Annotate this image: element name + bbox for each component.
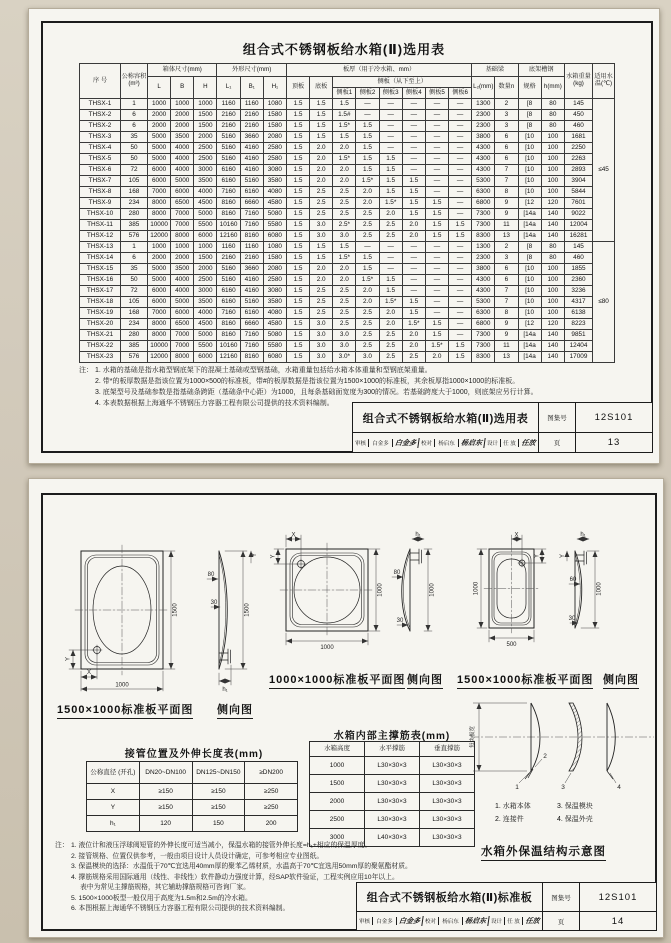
- atlas-no-label: 图集号: [538, 402, 576, 433]
- table-row: THSX-11 385 10000 7000 5500 10160 7160 5580 1.5 3.0 2.5* 2.5 2.5 2.0 1.5 1.5 7300 11 [14a 140 12004: [80, 220, 615, 231]
- table-row: THSX-7 105 6000 5000 3500 6160 5160 3580 1.5 2.0 2.0 1.5* 1.5 1.5 — — 5300 7 [10 100 3904: [80, 176, 615, 187]
- outer-shell-plate: [607, 703, 615, 779]
- svg-text:1500: 1500: [244, 603, 251, 617]
- table-row: Y ≥150 ≥150 ≥250: [87, 800, 298, 816]
- col-header-guige: 规格: [518, 77, 541, 99]
- plan-1000x1000: [271, 533, 384, 652]
- designer-label: 设计: [485, 439, 501, 447]
- col-header-ceban4: 侧板4: [402, 88, 425, 99]
- table-row: THSX-5 50 5000 4000 2500 5160 4160 2580 1.5 2.0 1.5* 1.5 1.5 — — — 4300 6 [10 100 2263: [80, 154, 615, 165]
- selection-table-head: [80, 64, 615, 99]
- svg-text:30: 30: [568, 616, 576, 622]
- note-line: 2. 带*的板厚数据是指该位置为1000×500的标准板，带#的板厚数据是指该位置为1500×1000的标准板，其余板厚指1000×1000的标准板。: [95, 378, 520, 385]
- title-block-title: 组合式不锈钢板给水箱(Ⅱ)选用表: [352, 402, 539, 433]
- caption-left-plan: 1500×1000标准板平面图: [57, 701, 193, 719]
- insulation-caption: 水箱外保温结构示意图: [481, 843, 606, 861]
- pipe-hole-icon: [92, 645, 102, 655]
- checker-name: 杨启东: [435, 439, 459, 447]
- svg-text:X: X: [86, 670, 92, 676]
- col-header-H1: H₁: [263, 77, 286, 99]
- table-row: THSX-1 1 1000 1000 1000 1160 1160 1080 1.5 1.5 1.5 — — — — — 1300 2 [8 80 145 ≤45: [80, 99, 615, 110]
- table-row: 2000 L30×30×3 L30×30×3: [310, 793, 475, 811]
- side-view-1000-right: [560, 532, 603, 628]
- reviewer-signature: 白金多: [396, 916, 423, 926]
- reviewer-name: 白金多: [369, 439, 393, 447]
- table-row: THSX-14 6 2000 2000 1500 2160 2160 1580 1.5 1.5 1.5* 1.5 — — — — 2300 3 [8 80 460: [80, 253, 615, 264]
- svg-text:Y: Y: [270, 554, 277, 559]
- table-row: THSX-2 6 2000 2000 1500 2160 2160 1580 1.5 1.5 1.5* 1.5 — — — — 2300 3 [8 80 460: [80, 121, 615, 132]
- table-row: THSX-16 50 5000 4000 2500 5160 4160 2580 1.5 2.0 2.0 1.5* 1.5 — — — 4300 6 [10 100 2360: [80, 275, 615, 286]
- col-header-L1: L₁: [217, 77, 240, 99]
- svg-text:1000: 1000: [377, 583, 384, 597]
- col-header-dijia: 底架槽钢: [518, 64, 565, 77]
- note-line: 3. 保温模块的选择：水温低于70℃宜选用40mm厚的聚苯乙烯材质，水温高于70℃宜选用50mm厚的聚氨酯材质。: [71, 863, 412, 870]
- svg-text:Y: Y: [560, 553, 566, 559]
- table-row: THSX-20 234 8000 6500 4500 8160 6660 4580 1.5 3.0 2.5 2.5 2.0 1.5* 1.5 — 6800 9 [12 120 8223: [80, 319, 615, 330]
- caption-left-side: 侧向图: [217, 701, 253, 719]
- reviewer-signature: 白金多: [392, 438, 419, 448]
- page-title: 组合式不锈钢板给水箱(Ⅱ)选用表: [242, 42, 446, 57]
- atlas-no: 12S101: [579, 882, 657, 912]
- col-header-shuiwen: 适用水温(℃): [593, 64, 615, 99]
- note-line: 3. 底架型号及基础参数是指基础条跨距（基础条中心距）为1000，且每条基础面宽度为300的情况。若基础跨度大于1000，则底架应另行计算。: [95, 389, 538, 396]
- note-line: 6. 本图根据上海通华不锈钢压力容器工程有限公司提供的技术资料编制。: [71, 905, 290, 912]
- title-block-page1: [353, 403, 653, 453]
- svg-text:60: 60: [569, 577, 577, 583]
- note-line: 5. 1500×1000板型一般仅用于高度为1.5m和2.5m的冷水箱。: [71, 894, 252, 902]
- col-header-ceban6: 侧板6: [449, 88, 472, 99]
- table-row: 1000 L30×30×3 L30×30×3: [310, 757, 475, 775]
- svg-text:X: X: [514, 532, 519, 539]
- table-row: 1500 L30×30×3 L30×30×3: [310, 775, 475, 793]
- side-view-1000-middle: [392, 532, 436, 631]
- caption-mid-side: 侧向图: [407, 671, 443, 689]
- callout-1: 1: [515, 784, 519, 791]
- insulation-legend: [495, 801, 619, 824]
- col-header-shuliang: 数量n: [495, 77, 518, 99]
- svg-text:80: 80: [207, 572, 215, 578]
- note-line: 1. 水箱的基础是指水箱型钢底架下的混凝土基础或型钢基础，水箱重量包括给水箱本体重量和型钢底架重量。: [95, 367, 432, 374]
- pipe-table-title: 接管位置及外伸长度表(mm): [124, 749, 264, 760]
- col-header-L: L: [148, 77, 171, 99]
- table-row: THSX-8 168 7000 6000 4000 7160 6160 4080 1.5 2.5 2.5 2.0 1.5 1.5 — — 6300 8 [10 100 5844: [80, 187, 615, 198]
- selection-table-body: [80, 99, 615, 363]
- svg-text:80: 80: [393, 570, 401, 576]
- svg-text:1000: 1000: [473, 581, 480, 596]
- table-row: THSX-18 105 6000 5000 3500 6160 5160 3580 1.5 2.5 2.5 2.0 1.5* 1.5 — — 5300 7 [10 100 4317: [80, 297, 615, 308]
- svg-text:1000: 1000: [115, 682, 129, 689]
- svg-text:1000: 1000: [320, 645, 334, 651]
- page-number: 14: [579, 911, 657, 931]
- col-header-ceban3: 侧板3: [379, 88, 402, 99]
- table-row: THSX-9 234 8000 6500 4500 8160 6660 4580 1.5 2.5 2.5 2.0 1.5* 1.5 1.5 — 6800 9 [12 120 7601: [80, 198, 615, 209]
- designer-name: 任 放: [501, 439, 519, 447]
- svg-text:Y: Y: [534, 553, 541, 559]
- designer-name: 任 放: [505, 917, 523, 925]
- note-line: 2. 连接件: [495, 816, 524, 823]
- svg-text:h₁: h₁: [415, 532, 421, 538]
- table-row: THSX-6 72 6000 4000 3000 6160 4160 3080 1.5 2.0 2.0 1.5 1.5 — — — 4300 7 [10 100 2893: [80, 165, 615, 176]
- col-header-ceban1: 侧板1: [333, 88, 356, 99]
- pipe-hole-icon: [296, 559, 306, 569]
- page-number: 13: [575, 432, 653, 453]
- svg-text:Y: Y: [65, 656, 72, 662]
- caption-right-plan: 1500×1000标准板平面图: [457, 671, 593, 689]
- atlas-no: 12S101: [575, 402, 653, 433]
- col-header-H: H: [194, 77, 217, 99]
- title-block-page2: [357, 883, 657, 931]
- pipe-hole-icon: [518, 559, 526, 567]
- notes-label: 注：: [79, 367, 93, 374]
- col-header-B1: B₁: [240, 77, 263, 99]
- table-row: THSX-22 385 10000 7000 5500 10160 7160 5580 1.5 3.0 3.0 2.5 2.5 2.0 1.5* 1.5 7300 11 [14a 140 12404: [80, 341, 615, 352]
- table-row: THSX-12 576 12000 8000 6000 12160 8160 6080 1.5 3.0 3.0 2.5 2.5 2.0 1.5 1.5 8300 13 [14a 140 16281: [80, 231, 615, 242]
- checker-name: 杨启东: [439, 917, 463, 925]
- col-header-dingban: 顶板: [286, 77, 309, 99]
- insulation-structure-diagram: [469, 699, 659, 799]
- svg-text:1000: 1000: [429, 583, 436, 597]
- col-header-waixing: 外形尺寸(mm): [217, 64, 286, 77]
- svg-text:500: 500: [506, 642, 517, 648]
- col-header-xuhao: 序 号: [80, 64, 121, 99]
- plan-1500x1000: [66, 545, 179, 691]
- page-13: [28, 8, 660, 464]
- note-line: 3. 保温模块: [557, 803, 593, 810]
- notes-label: 注：: [55, 842, 69, 849]
- reviewer-name: 白金多: [373, 917, 397, 925]
- tank-plate: [525, 703, 540, 779]
- caption-mid-plan: 1000×1000标准板平面图: [269, 671, 405, 689]
- temp-range-cell: ≤45: [593, 99, 615, 242]
- table-row: X ≥150 ≥150 ≥250: [87, 784, 298, 800]
- callout-2: 2: [543, 753, 547, 760]
- table-row: THSX-17 72 6000 4000 3000 6160 4160 3080 1.5 2.5 2.5 2.0 1.5 — — — 4300 7 [10 100 3236: [80, 286, 615, 297]
- note-line: 表中为常见主撑筋规格，其它辅助撑筋规格可咨询厂家。: [80, 884, 250, 891]
- table-row: THSX-10 280 8000 7000 5000 8160 7160 5080 1.5 2.5 2.5 2.5 2.0 1.5 1.5 — 7300 9 [14a 140 9022: [80, 209, 615, 220]
- atlas-no-label: 图集号: [542, 882, 580, 912]
- col-header-L2: L₂(mm): [472, 77, 495, 99]
- note-line: 1. 液位计和液压浮球阀短管的外伸长度可适当减小，保温水箱的接管外伸长度=h₁+相应的保温厚度。: [71, 842, 372, 849]
- svg-text:1500: 1500: [172, 603, 179, 617]
- callout-4: 4: [617, 784, 621, 791]
- reviewer-label: 审核: [353, 439, 369, 447]
- svg-text:h₁: h₁: [580, 532, 586, 538]
- side-view-1500: [207, 551, 258, 693]
- table-row: THSX-23 576 12000 8000 6000 12160 8160 6080 1.5 3.0 3.0* 3.0 2.5 2.5 2.0 1.5 8300 13 [14a 140 17009: [80, 352, 615, 363]
- internal-brace-table: 水箱高度 水平撑筋 垂直撑筋 1000 L30×30×3 L30×30×3 1500 L30×30×3 L30×30×3 2000 L30×30×3 L30×30×3 2500 L30×30×3 L30×30×3 3000 L40×30×3 L30×30×3: [309, 741, 475, 847]
- svg-text:30: 30: [210, 600, 218, 606]
- title-block-title: 组合式不锈钢板给水箱(Ⅱ)标准板: [356, 882, 543, 912]
- svg-text:30: 30: [396, 618, 404, 624]
- caption-right-side: 侧向图: [603, 671, 639, 689]
- table-row: THSX-2 6 2000 2000 1500 2160 2160 1580 1.5 1.5 1.5# — — — — — 2300 3 [8 80 450: [80, 110, 615, 121]
- brace-table-title: 水箱内部主撑筋表(mm): [333, 731, 451, 742]
- table-row: THSX-19 168 7000 6000 4000 7160 6160 4080 1.5 2.5 2.5 2.5 2.0 1.5 — — 6300 8 [10 100 6138: [80, 308, 615, 319]
- reviewer-label: 审核: [357, 917, 373, 925]
- table-row: THSX-13 1 1000 1000 1000 1160 1160 1080 1.5 1.5 1.5 — — — — — 1300 2 [8 80 145 ≤80: [80, 242, 615, 253]
- table-row: 2500 L30×30×3 L30×30×3: [310, 811, 475, 829]
- table-row: THSX-21 280 8000 7000 5000 8160 7160 5080 1.5 3.0 3.0 2.5 2.5 2.0 1.5 — 7300 9 [14a 140 9851: [80, 330, 615, 341]
- col-header-banhou: 板厚（用于冷水箱、mm）: [286, 64, 471, 77]
- checker-label: 校对: [423, 917, 439, 925]
- selection-table: [79, 63, 615, 363]
- col-header-ceban-group: 侧板（从下至上）: [333, 77, 472, 88]
- svg-text:1000: 1000: [596, 582, 603, 596]
- table-row: THSX-4 50 5000 4000 2500 5160 4160 2580 1.5 2.0 2.0 1.5 — — — — 4300 6 [10 100 2250: [80, 143, 615, 154]
- temp-range-cell: ≤80: [593, 242, 615, 363]
- col-header-rongji: 公称容积 (m³): [121, 64, 148, 99]
- col-header-h: h(mm): [541, 77, 564, 99]
- plan-500x1000: [474, 533, 547, 649]
- col-header-ceban5: 侧板5: [425, 88, 448, 99]
- page-14: [28, 478, 664, 938]
- note-line: 4. 撑筋规格采用国际通用（线性、非线性）软件静动力强度计算，经SAP软件验证，工程实例应用10年以上。: [71, 873, 399, 881]
- note-line: 4. 保温外壳: [557, 816, 593, 823]
- svg-text:X: X: [291, 532, 296, 539]
- signature-row: [352, 432, 539, 453]
- designer-signature: 任放: [520, 439, 536, 447]
- col-header-xiangti: 箱体尺寸(mm): [148, 64, 217, 77]
- page-no-label: 页: [538, 432, 576, 453]
- callout-3: 3: [561, 784, 565, 791]
- col-header-B: B: [171, 77, 194, 99]
- col-header-ceban2: 侧板2: [356, 88, 379, 99]
- note-line: 4. 本表数据根据上海通华不锈钢压力容器工程有限公司提供的技术资料编制。: [95, 400, 334, 407]
- table-row: THSX-3 35 5000 3500 2000 5160 3660 2080 1.5 1.5 1.5 1.5 — — — — 3800 6 [10 100 1681: [80, 132, 615, 143]
- checker-label: 校对: [419, 439, 435, 447]
- table-row: THSX-15 35 5000 3500 2000 5160 3660 2080 1.5 2.0 2.0 1.5 — — — — 3800 6 [10 100 1855: [80, 264, 615, 275]
- designer-signature: 任放: [524, 918, 540, 925]
- pipe-position-table: 公称直径 (开孔) DN20~DN100 DN125~DN150 ≥DN200 X ≥150 ≥150 ≥250 Y ≥150 ≥150 ≥250 h₁ 120 150 200: [86, 761, 298, 832]
- designer-label: 设计: [489, 917, 505, 925]
- col-header-diban: 底板: [310, 77, 333, 99]
- plate-width-label: 每块板宽: [470, 725, 476, 749]
- signature-row: [356, 911, 543, 931]
- col-header-zhongliang: 水箱重量(kg): [565, 64, 593, 99]
- checker-signature: 杨启东: [462, 916, 489, 926]
- table-row: h₁ 120 150 200: [87, 816, 298, 832]
- checker-signature: 杨启东: [458, 438, 485, 448]
- svg-text:h₁: h₁: [222, 687, 228, 693]
- svg-text:Y: Y: [252, 552, 258, 558]
- table-row: 3000 L40×30×3 L30×30×3: [310, 829, 475, 847]
- note-line: 1. 水箱本体: [495, 803, 531, 810]
- note-line: 2. 接管规格、位置仅供参考，一般由项目设计人员设计确定，可参考相应专业图纸。: [71, 852, 324, 860]
- page-no-label: 页: [542, 911, 580, 931]
- col-header-jichu: 基础梁: [472, 64, 518, 77]
